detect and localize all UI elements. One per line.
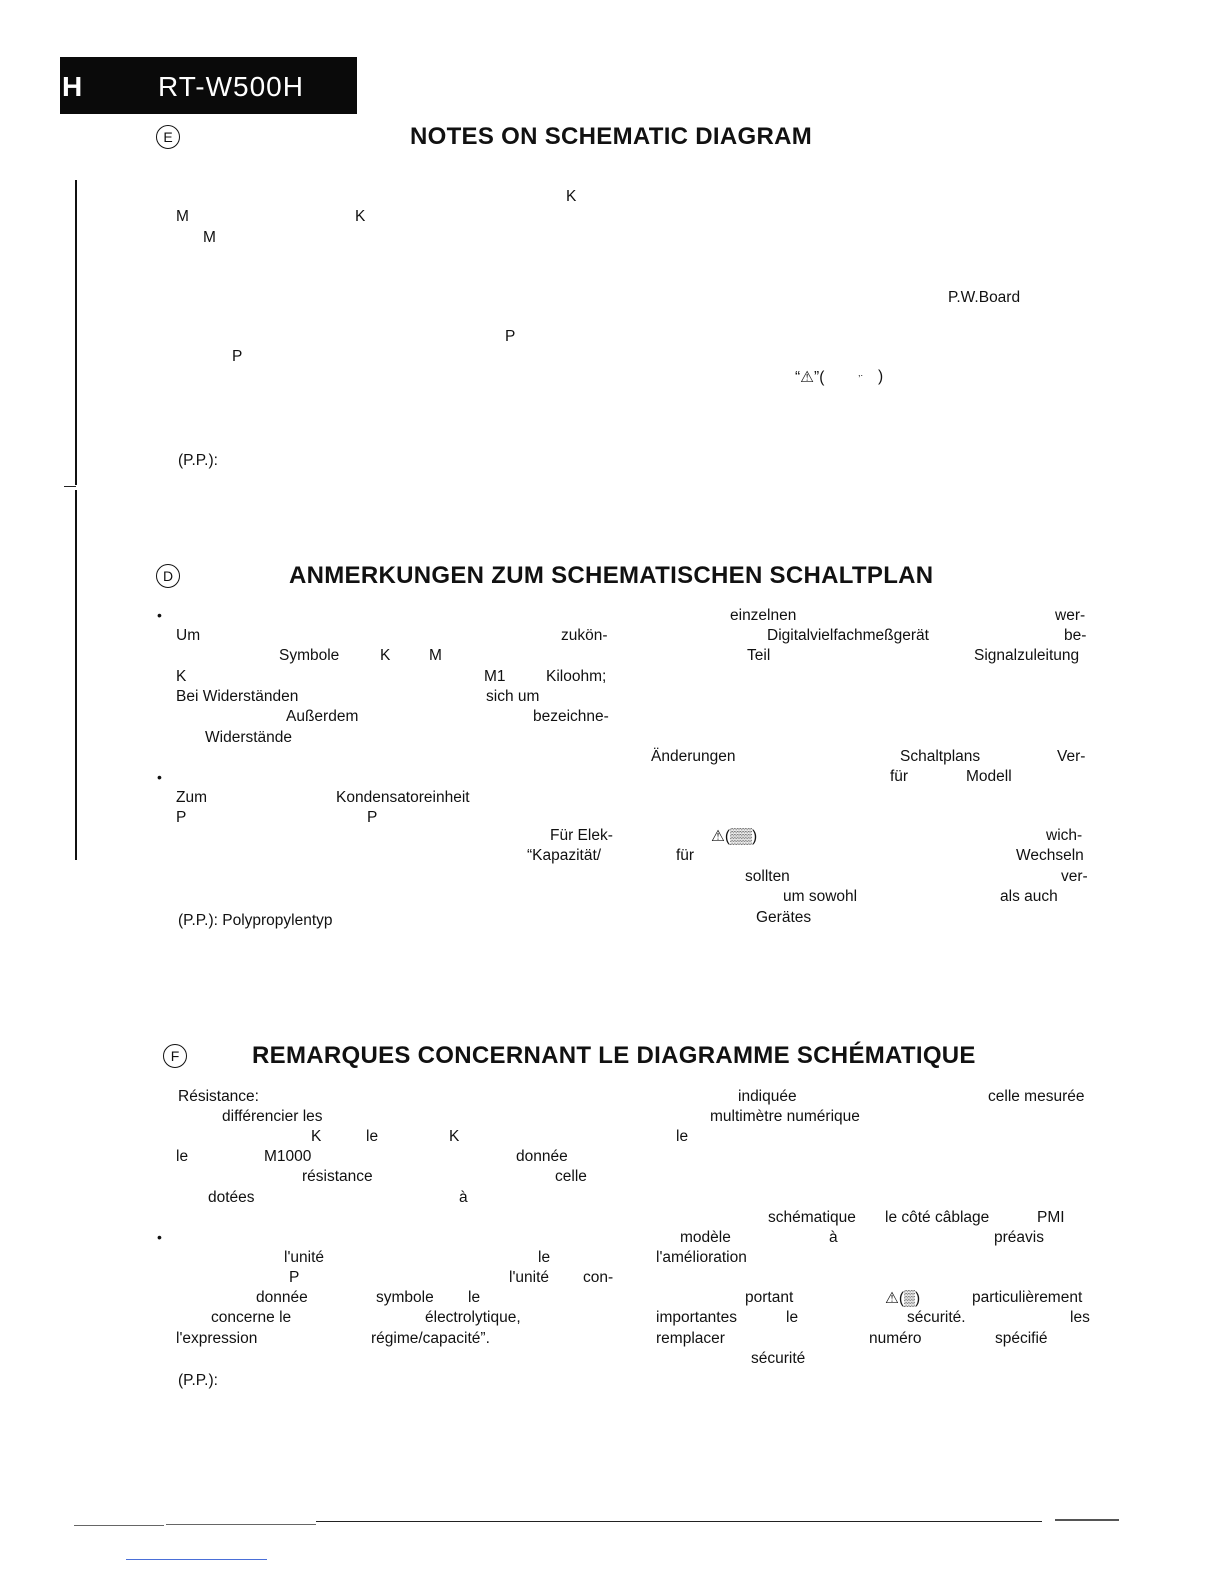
model-number: RT-W500H: [158, 71, 304, 102]
french-text: multimètre numérique: [710, 1108, 860, 1125]
french-text: importantes: [656, 1309, 737, 1326]
english-badge: E: [156, 125, 180, 149]
french-text: modèle: [680, 1229, 731, 1246]
section-letter: H: [62, 71, 83, 102]
english-text: M: [203, 229, 216, 246]
french-text: le: [176, 1148, 189, 1165]
french-text: le: [468, 1289, 481, 1306]
german-text: ver-: [1061, 868, 1088, 885]
english-text: “⚠”(: [795, 369, 825, 386]
german-text: Kondensatoreinheit: [336, 789, 470, 806]
german-title: ANMERKUNGEN ZUM SCHEMATISCHEN SCHALTPLAN: [289, 562, 934, 589]
german-text: Teil: [747, 647, 771, 664]
german-text: K: [380, 647, 391, 664]
german-text: bezeichne-: [533, 708, 609, 725]
german-text: wer-: [1055, 607, 1086, 624]
german-text: Für Elek-: [550, 827, 613, 844]
german-text: M: [429, 647, 442, 664]
english-text: M: [176, 208, 189, 225]
german-text: um sowohl: [783, 888, 858, 905]
french-text: le: [786, 1309, 799, 1326]
french-text: les: [1070, 1309, 1090, 1326]
french-text: l'amélioration: [656, 1249, 747, 1266]
english-text: K: [355, 208, 366, 225]
german-text: zukön-: [561, 627, 608, 644]
french-text: spécifié: [995, 1330, 1048, 1347]
french-text: numéro: [869, 1330, 922, 1347]
bullet: •: [157, 607, 162, 623]
french-text: P: [289, 1269, 300, 1286]
french-text: le: [366, 1128, 379, 1145]
french-text: indiquée: [738, 1088, 797, 1105]
french-text: (P.P.):: [178, 1372, 218, 1389]
french-text: K: [449, 1128, 460, 1145]
english-text: ): [878, 368, 884, 385]
german-text: “Kapazität/: [527, 847, 602, 864]
french-text: dotées: [208, 1189, 255, 1206]
english-text: P: [232, 348, 243, 365]
footer-rule-left: [74, 1525, 164, 1526]
german-text: M1: [484, 668, 506, 685]
german-text: be-: [1064, 627, 1087, 644]
french-text: sécurité.: [907, 1309, 966, 1326]
french-text: préavis: [994, 1229, 1044, 1246]
french-text: le: [538, 1249, 551, 1266]
french-text: PMI: [1037, 1209, 1065, 1226]
french-text: con-: [583, 1269, 614, 1286]
margin-tick: [64, 486, 76, 487]
german-text: Zum: [176, 789, 207, 806]
german-text: Wechseln: [1016, 847, 1084, 864]
german-text: Widerstände: [205, 729, 293, 746]
bullet: •: [157, 1229, 162, 1245]
bullet: •: [157, 769, 162, 785]
german-text: wich-: [1046, 827, 1083, 844]
german-text: P: [367, 809, 378, 826]
french-text: schématique: [768, 1209, 856, 1226]
french-text: électrolytique,: [425, 1309, 521, 1326]
margin-line-upper: [75, 180, 77, 485]
footer-rule: [316, 1521, 1042, 1522]
german-text: für: [676, 847, 695, 864]
english-title: NOTES ON SCHEMATIC DIAGRAM: [410, 123, 813, 150]
french-text: Résistance:: [178, 1088, 259, 1105]
french-text: M1000: [264, 1148, 312, 1165]
french-text: particulièrement: [972, 1289, 1083, 1306]
french-text: sécurité: [751, 1350, 806, 1367]
french-text: régime/capacité”.: [371, 1330, 490, 1347]
footer-rule-mid: [166, 1524, 316, 1525]
french-text: celle: [555, 1168, 587, 1185]
german-text: Um: [176, 627, 201, 644]
footer-blue-line: [126, 1559, 267, 1560]
french-text: portant: [745, 1289, 794, 1306]
header-bar: [60, 57, 357, 114]
english-text: P.W.Board: [948, 289, 1021, 306]
footer-rule-right: [1055, 1519, 1119, 1521]
german-text: Schaltplans: [900, 748, 981, 765]
french-text: K: [311, 1128, 322, 1145]
german-text: einzelnen: [730, 607, 797, 624]
german-text: (P.P.): Polypropylentyp: [178, 912, 333, 929]
english-text: P: [505, 328, 516, 345]
french-title: REMARQUES CONCERNANT LE DIAGRAMME SCHÉMATIQUE: [252, 1042, 976, 1069]
french-text: celle mesurée: [988, 1088, 1085, 1105]
french-text: différencier les: [222, 1108, 323, 1125]
english-text: K: [566, 188, 577, 205]
french-text: résistance: [302, 1168, 373, 1185]
french-text: remplacer: [656, 1330, 725, 1347]
german-text: Gerätes: [756, 909, 812, 926]
german-text: Änderungen: [651, 748, 736, 765]
french-badge: F: [163, 1044, 187, 1068]
german-text: als auch: [1000, 888, 1058, 905]
german-text: Digitalvielfachmeßgerät: [767, 627, 929, 644]
german-text: ⚠(▒▒): [711, 828, 758, 845]
french-text: l'unité: [509, 1269, 550, 1286]
french-text: à: [829, 1229, 838, 1246]
german-text: Modell: [966, 768, 1012, 785]
german-text: Außerdem: [286, 708, 359, 725]
french-text: l'expression: [176, 1330, 258, 1347]
german-text: sich um: [486, 688, 540, 705]
german-text: für: [890, 768, 909, 785]
french-text: ⚠(▒): [885, 1290, 921, 1307]
french-text: le: [676, 1128, 689, 1145]
german-text: Symbole: [279, 647, 340, 664]
german-text: P: [176, 809, 187, 826]
english-text: ,.: [858, 368, 864, 378]
margin-line-lower: [75, 490, 77, 860]
french-text: à: [459, 1189, 468, 1206]
french-text: symbole: [376, 1289, 434, 1306]
french-text: donnée: [256, 1289, 308, 1306]
french-text: concerne le: [211, 1309, 292, 1326]
german-text: K: [176, 668, 187, 685]
french-text: donnée: [516, 1148, 568, 1165]
french-text: l'unité: [284, 1249, 325, 1266]
german-text: Ver-: [1057, 748, 1086, 765]
english-text: (P.P.):: [178, 452, 218, 469]
german-text: Kiloohm;: [546, 668, 607, 685]
french-text: le côté câblage: [885, 1209, 990, 1226]
german-badge: D: [156, 564, 180, 588]
german-text: Bei Widerständen: [176, 688, 299, 705]
german-text: sollten: [745, 868, 790, 885]
german-text: Signalzuleitung: [974, 647, 1080, 664]
